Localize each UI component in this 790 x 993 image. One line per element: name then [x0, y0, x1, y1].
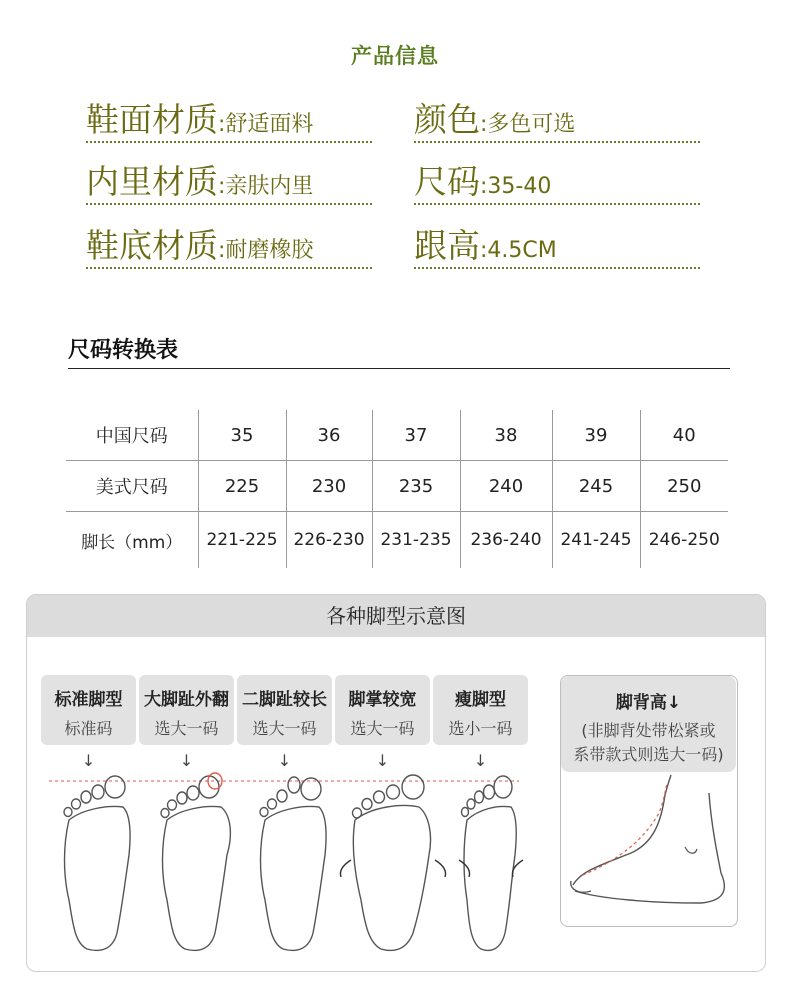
down-arrow-icon: ↓ [277, 751, 292, 770]
size-chart-title: 尺码转换表 [68, 338, 179, 363]
table-cell: 38 [460, 410, 552, 461]
size-conversion-table [66, 410, 728, 568]
down-arrow-icon: ↓ [473, 751, 488, 770]
foot-type-advice: 选大一码 [252, 719, 317, 738]
spec-value: :35-40 [480, 174, 552, 199]
foot-type-advice: 标准码 [64, 719, 113, 738]
foot-type-advice: 选大一码 [350, 719, 415, 738]
table-cell: 231-235 [372, 512, 460, 569]
table-cell: 35 [198, 410, 286, 461]
table-cell: 245 [552, 461, 640, 512]
foot-type-name: 标准脚型 [54, 690, 123, 710]
foot-type-advice: 选小一码 [448, 719, 513, 738]
foot-type-name: 脚掌较宽 [348, 690, 417, 710]
instep-note-line: (非脚背处带松紧或 [581, 721, 716, 740]
table-cell: 225 [198, 461, 286, 512]
foot-type-name: 大脚趾外翻 [144, 690, 229, 710]
table-row-us-size [66, 461, 728, 512]
slim-foot-icon [459, 776, 523, 950]
row-label: 美式尺码 [66, 461, 198, 512]
table-cell: 36 [286, 410, 372, 461]
wide-foot-icon [340, 775, 445, 950]
table-cell: 250 [640, 461, 728, 512]
table-cell: 39 [552, 410, 640, 461]
down-arrow-icon: ↓ [179, 751, 194, 770]
foot-type-long-second-toe [237, 675, 332, 745]
foot-type-name: 瘦脚型 [455, 690, 506, 710]
foot-illustrations [27, 765, 537, 965]
bunion-foot-icon [161, 773, 230, 950]
foot-type-wide [335, 675, 430, 745]
spec-label: 尺码 [414, 162, 480, 201]
foot-type-name: 二脚趾较长 [242, 690, 327, 710]
spec-upper-material [86, 99, 372, 143]
spec-sole-material [86, 225, 372, 269]
spec-heel-height [414, 225, 700, 269]
foot-type-advice: 选大一码 [154, 719, 219, 738]
spec-value: :多色可选 [480, 112, 576, 137]
spec-label: 跟高 [414, 226, 480, 265]
table-cell: 236-240 [460, 512, 552, 569]
standard-foot-icon [64, 776, 130, 950]
foot-type-bunion [139, 675, 234, 745]
row-label: 中国尺码 [66, 410, 198, 461]
foot-types-panel [26, 594, 766, 972]
spec-value: :4.5CM [480, 238, 557, 263]
down-arrow-icon: ↓ [375, 751, 390, 770]
spec-value: :耐磨橡胶 [218, 238, 314, 263]
spec-label: 内里材质 [86, 162, 218, 201]
table-row-china-size [66, 410, 728, 461]
long-second-toe-foot-icon [260, 777, 326, 950]
spec-label: 鞋底材质 [86, 226, 218, 265]
table-cell: 230 [286, 461, 372, 512]
table-cell: 246-250 [640, 512, 728, 569]
table-row-foot-length [66, 512, 728, 569]
high-instep-foot-icon [561, 773, 737, 925]
down-arrow-icon: ↓ [81, 751, 96, 770]
table-cell: 241-245 [552, 512, 640, 569]
spec-size [414, 161, 700, 205]
table-cell: 240 [460, 461, 552, 512]
table-cell: 37 [372, 410, 460, 461]
product-info-title: 产品信息 [351, 44, 439, 68]
spec-value: :亲肤内里 [218, 174, 314, 199]
size-chart-divider [68, 368, 730, 369]
instep-note [561, 719, 736, 767]
spec-value: :舒适面料 [218, 112, 314, 137]
table-cell: 235 [372, 461, 460, 512]
spec-color [414, 99, 700, 143]
foot-type-slim [433, 675, 528, 745]
spec-label: 颜色 [414, 100, 480, 139]
instep-label-box [561, 676, 736, 772]
foot-types-title: 各种脚型示意图 [27, 595, 765, 637]
spec-lining-material [86, 161, 372, 205]
table-cell: 226-230 [286, 512, 372, 569]
table-cell: 40 [640, 410, 728, 461]
foot-type-standard [41, 675, 136, 745]
instep-title: 脚背高↓ [615, 693, 682, 713]
table-cell: 221-225 [198, 512, 286, 569]
row-label: 脚长（mm） [81, 532, 183, 553]
spec-label: 鞋面材质 [86, 100, 218, 139]
instep-note-line: 系带款式则选大一码) [573, 745, 724, 764]
